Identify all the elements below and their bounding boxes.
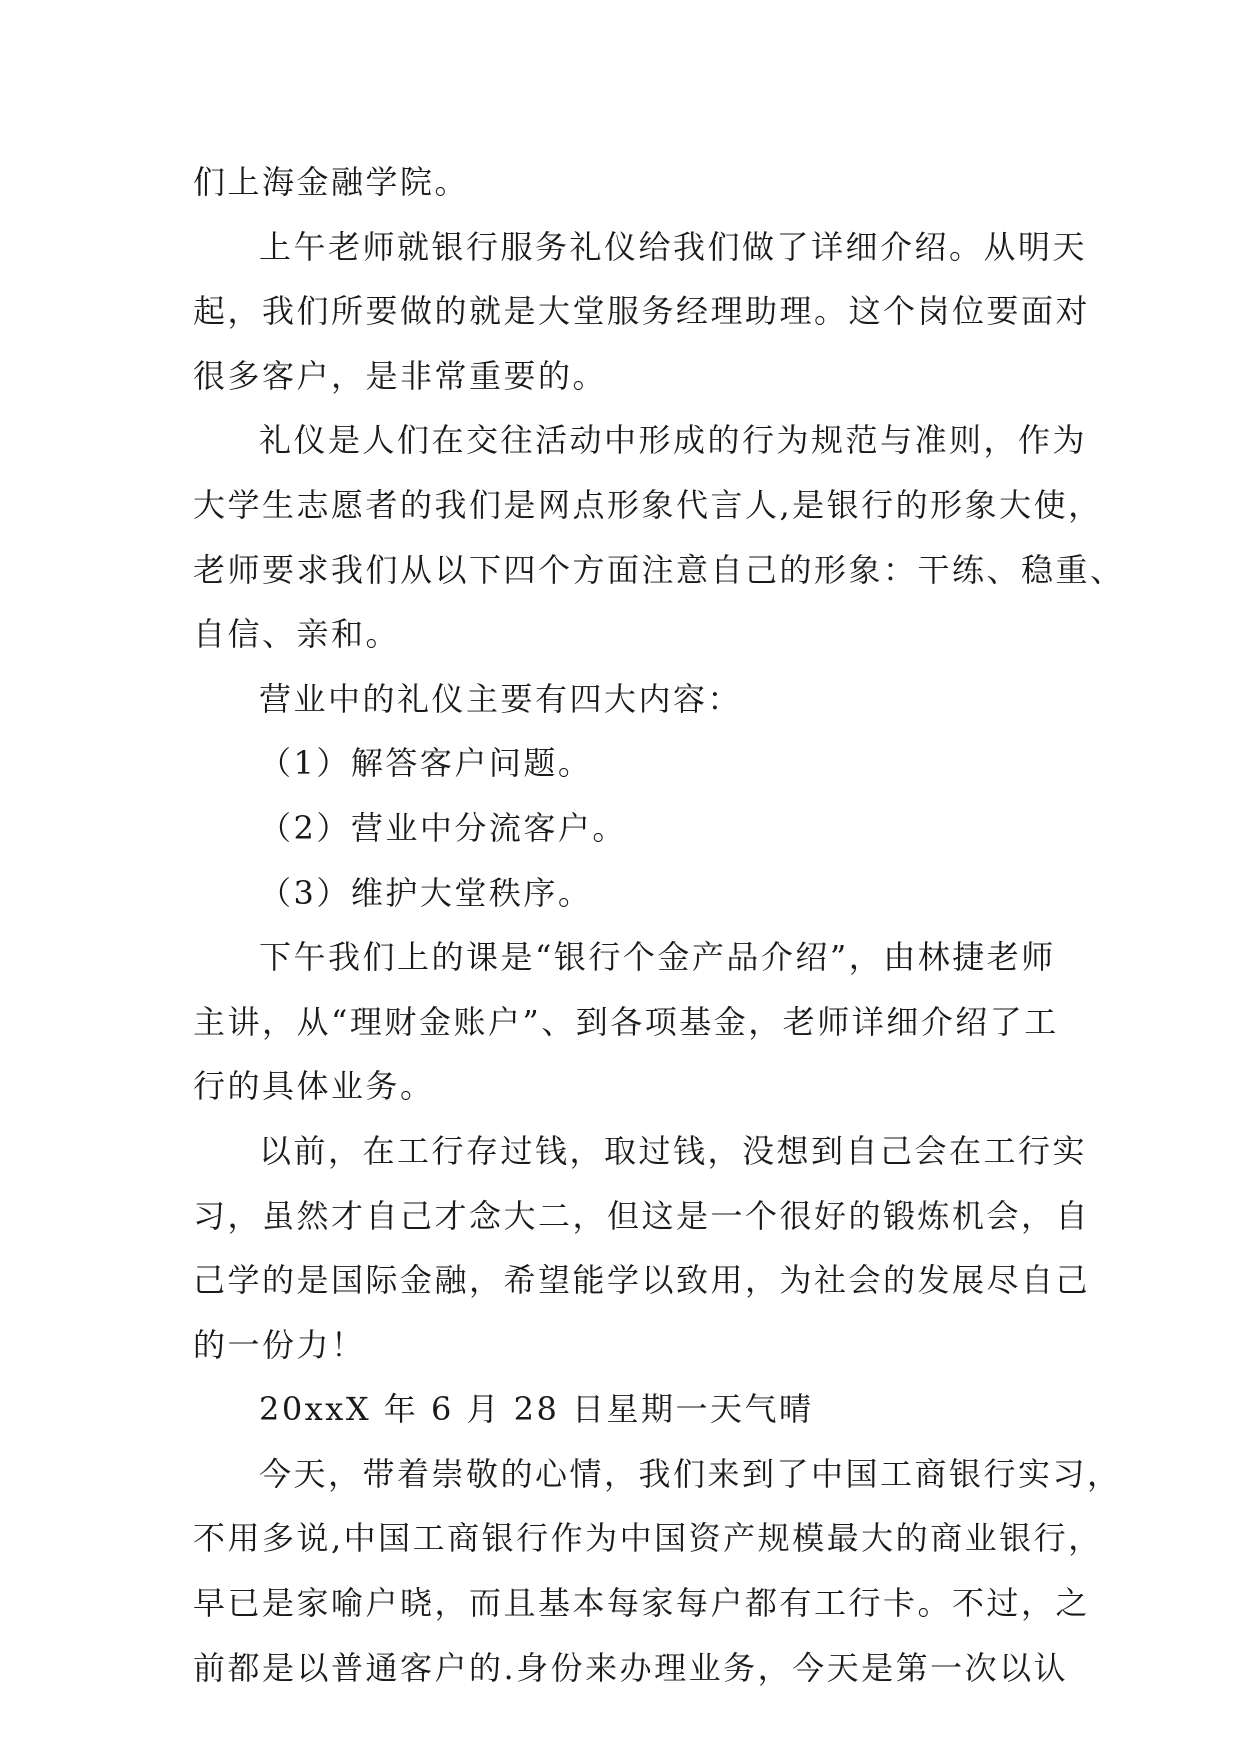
paragraph-line: 上午老师就银行服务礼仪给我们做了详细介绍。从明天 <box>259 227 1088 266</box>
paragraph-line: 行的具体业务。 <box>193 1067 435 1106</box>
paragraph-line: 不用多说,中国工商银行作为中国资产规模最大的商业银行， <box>193 1519 1103 1558</box>
paragraph-line: 们上海金融学院。 <box>193 163 470 201</box>
paragraph-line: 礼仪是人们在交往活动中形成的行为规范与准则，作为 <box>259 421 1088 460</box>
list-item: （2）营业中分流客户。 <box>259 808 627 847</box>
list-item: （3）维护大堂秩序。 <box>259 873 593 912</box>
paragraph-line: 下午我们上的课是“银行个金产品介绍”，由林捷老师 <box>259 938 1056 977</box>
paragraph-line: 习，虽然才自己才念大二，但这是一个很好的锻炼机会，自 <box>193 1196 1091 1235</box>
list-item: （1）解答客户问题。 <box>259 744 593 783</box>
paragraph-line: 前都是以普通客户的.身份来办理业务，今天是第一次以认 <box>193 1648 1069 1687</box>
paragraph-line: 己学的是国际金融，希望能学以致用，为社会的发展尽自己 <box>193 1261 1091 1300</box>
paragraph-line: 营业中的礼仪主要有四大内容： <box>259 679 743 718</box>
paragraph-line: 自信、亲和。 <box>193 615 401 654</box>
paragraph-line: 的一份力！ <box>193 1325 366 1364</box>
document-body <box>193 150 1125 1700</box>
paragraph-line: 早已是家喻户晓，而且基本每家每户都有工行卡。不过，之 <box>193 1584 1091 1623</box>
paragraph-line: 主讲，从“理财金账户”、到各项基金，老师详细介绍了工 <box>193 1002 1059 1041</box>
date-heading: 20xxX 年 6 月 28 日星期一天气晴 <box>259 1390 814 1429</box>
paragraph-line: 以前，在工行存过钱，取过钱，没想到自己会在工行实 <box>259 1131 1088 1170</box>
paragraph-line: 今天，带着崇敬的心情，我们来到了中国工商银行实习， <box>259 1454 1122 1493</box>
paragraph-line: 起，我们所要做的就是大堂服务经理助理。这个岗位要面对 <box>193 292 1091 331</box>
paragraph-line: 大学生志愿者的我们是网点形象代言人,是银行的形象大使， <box>193 485 1103 524</box>
paragraph-line: 老师要求我们从以下四个方面注意自己的形象：干练、稳重、 <box>193 550 1125 589</box>
paragraph-line: 很多客户，是非常重要的。 <box>193 356 608 395</box>
